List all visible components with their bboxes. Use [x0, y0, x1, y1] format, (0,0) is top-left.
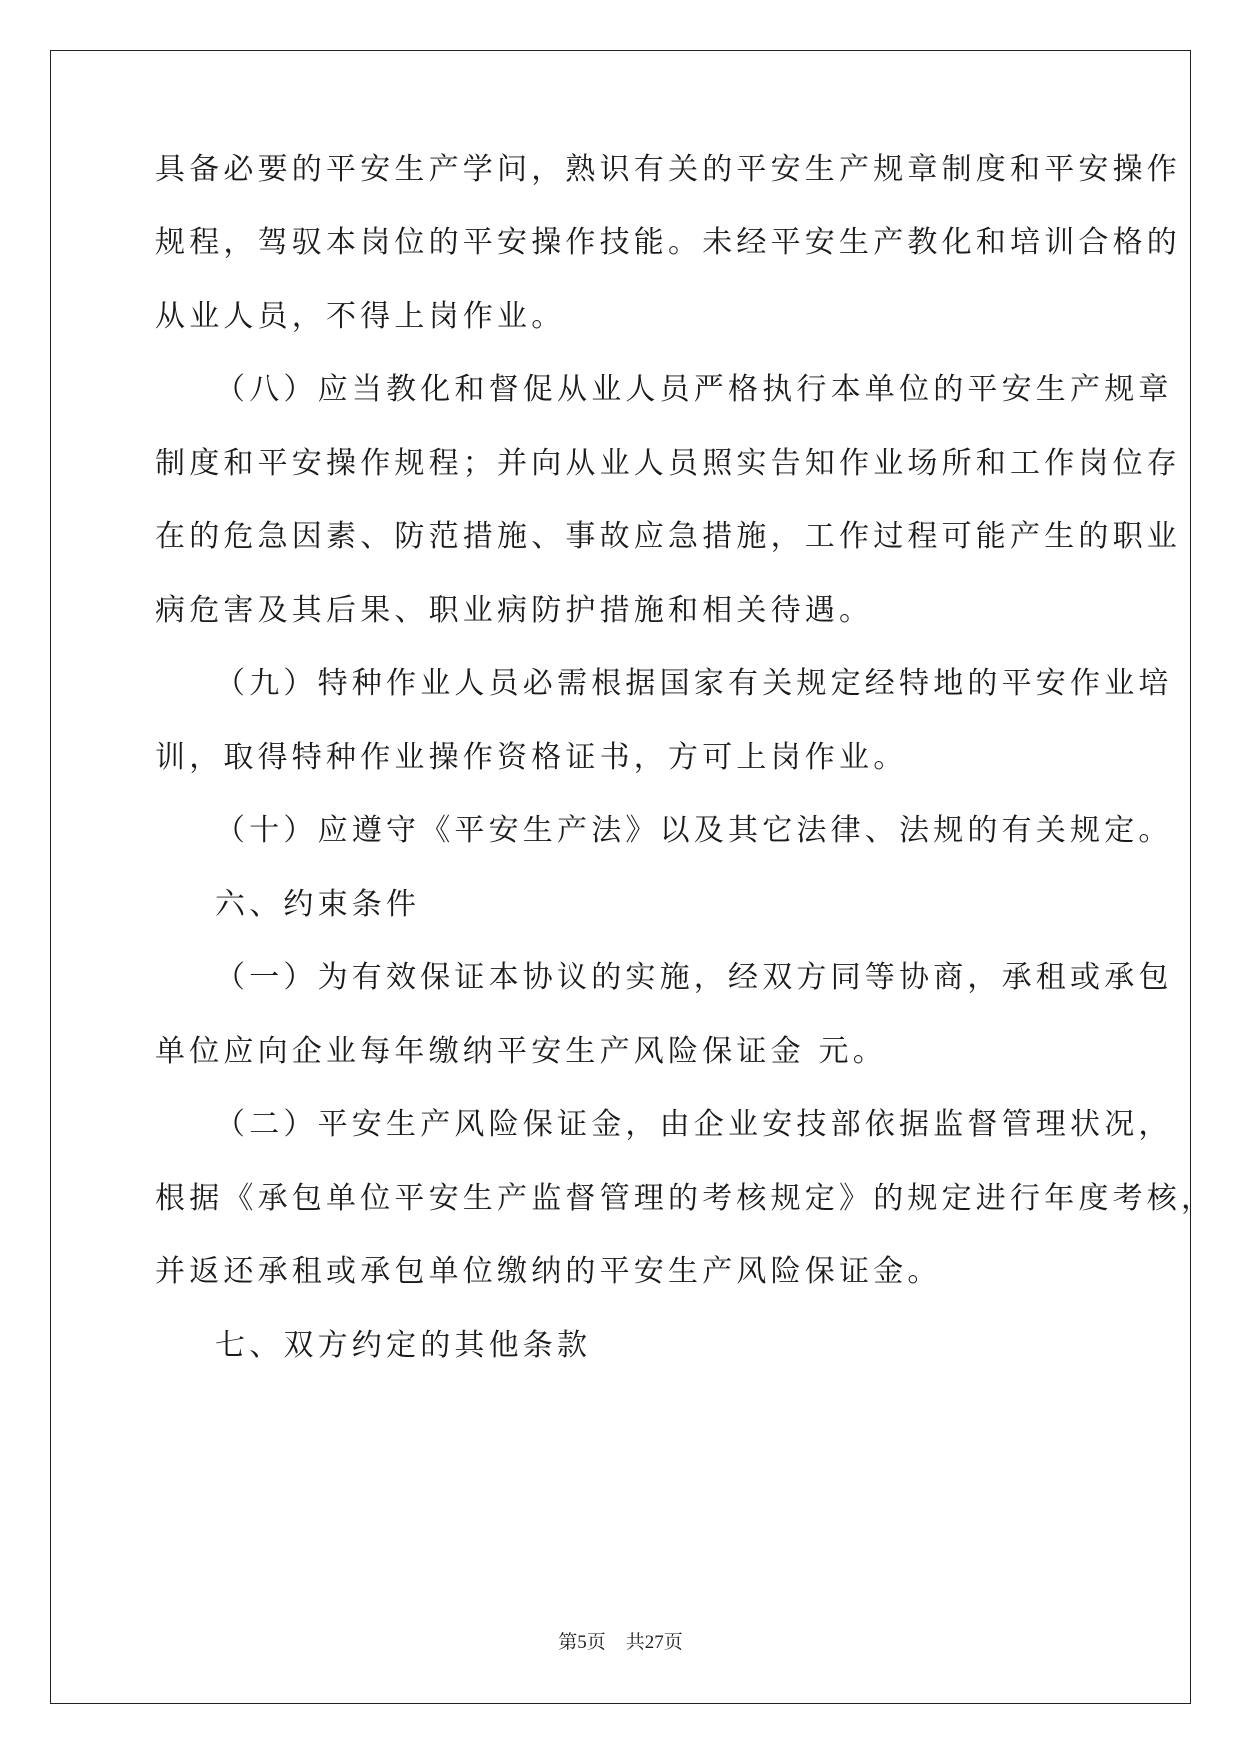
text-line: 病危害及其后果、职业病防护措施和相关待遇。 — [155, 593, 874, 628]
paragraph-first-line: （九）特种作业人员必需根据国家有关规定经特地的平安作业培 — [215, 666, 1173, 701]
text-line: 单位应向企业每年缴纳平安生产风险保证金 元。 — [155, 1034, 887, 1069]
text-line: 根据《承包单位平安生产监督管理的考核规定》的规定进行年度考核， — [155, 1181, 1216, 1216]
text-line: 并返还承租或承包单位缴纳的平安生产风险保证金。 — [155, 1254, 942, 1289]
page-total: 共27页 — [625, 1632, 683, 1653]
paragraph-first-line: （十）应遵守《平安生产法》以及其它法律、法规的有关规定。 — [215, 813, 1173, 848]
section-heading: 六、约束条件 — [215, 887, 421, 922]
text-line: 规程，驾驭本岗位的平安操作技能。未经平安生产教化和培训合格的 — [155, 225, 1181, 260]
text-line: 具备必要的平安生产学问，熟识有关的平安生产规章制度和平安操作 — [155, 152, 1181, 187]
text-line: 从业人员，不得上岗作业。 — [155, 299, 566, 334]
text-line: 训，取得特种作业操作资格证书，方可上岗作业。 — [155, 740, 908, 775]
page-number: 第5页 — [558, 1632, 606, 1653]
section-heading: 七、双方约定的其他条款 — [215, 1328, 592, 1363]
paragraph-first-line: （八）应当教化和督促从业人员严格执行本单位的平安生产规章 — [215, 372, 1173, 407]
text-line: 在的危急因素、防范措施、事故应急措施，工作过程可能产生的职业 — [155, 519, 1181, 554]
paragraph-first-line: （一）为有效保证本协议的实施，经双方同等协商，承租或承包 — [215, 960, 1173, 995]
paragraph-first-line: （二）平安生产风险保证金，由企业安技部依据监督管理状况， — [215, 1107, 1173, 1142]
text-line: 制度和平安操作规程；并向从业人员照实告知作业场所和工作岗位存 — [155, 446, 1181, 481]
page-footer — [0, 1627, 1241, 1654]
